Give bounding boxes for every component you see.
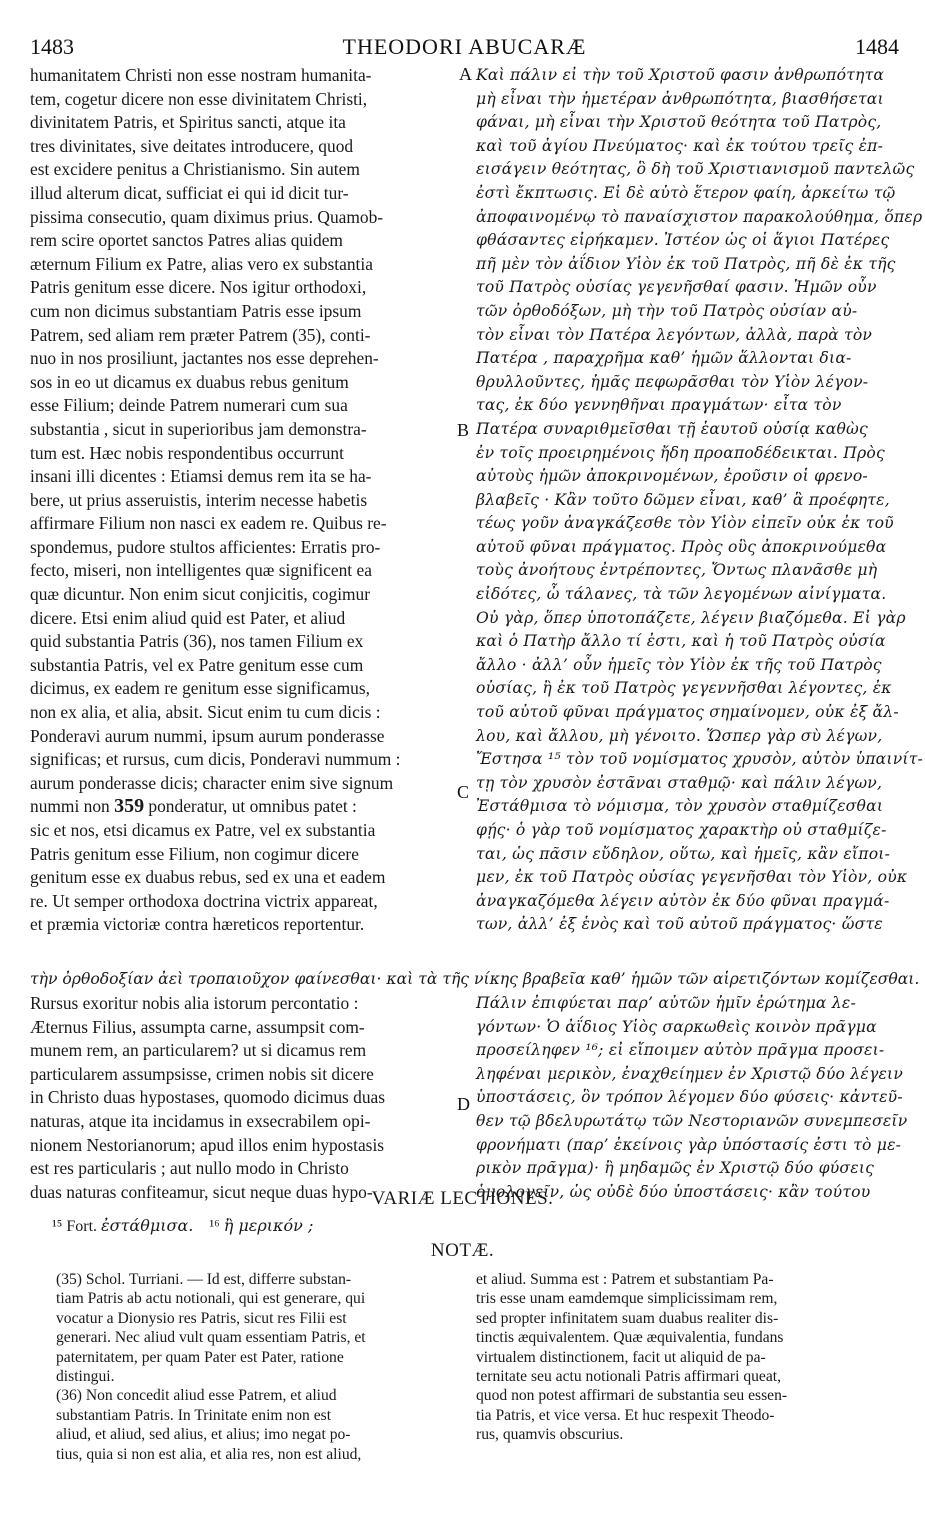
greek-line: ἀναγκαζόμεθα λέγειν αὐτὸν ἐκ δύο φῦναι πραγμά- [476,891,890,910]
latin-column-continued [30,992,462,1204]
greek-spanning-line: τὴν ὀρθοδοξίαν ἀεὶ τροπαιοῦχον φαίνεσθαι· καὶ τὰ τῆς νίκης βραβεῖα καθ’ ἡμῶν τῶν αἱρετιζόντων κομίζεσθαι. [30,970,920,988]
greek-line: μεν, ἐκ τοῦ Πατρὸς οὐσίας γεγενῆσθαι τὸν Υἱὸν, οὐκ [476,868,908,887]
latin-column [30,64,462,937]
latin-line: tum est. Hæc nobis respondentibus occurrunt [30,442,344,463]
latin-line: quid substantia Patris (36), nos tamen Filium ex [30,631,364,652]
latin-line: Patrem, sed aliam rem præter Patrem (35), conti- [30,324,371,345]
latin-line: dicere. Etsi enim aliud quid est Pater, et aliud [30,607,346,628]
note-line: quod non potest affirmari de substantia seu essen- [476,1387,788,1405]
greek-line: φθάσαντες εἰρήκαμεν. Ἰστέον ὡς οἱ ἅγιοι Πατέρες [476,231,890,250]
line-text: nummi non [30,796,115,817]
greek-line: τῃ τὸν χρυσὸν ἐστᾶναι σταθμῷ· καὶ πάλιν λέγων, [476,773,883,792]
latin-line: spondemus, pudore stultos afficientes: Erratis pro- [30,536,381,557]
running-title: THEODORI ABUCARÆ [342,34,587,59]
latin-line: tem, cogetur dicere non esse divinitatem Christi, [30,88,368,109]
latin-line: quæ dicuntur. Non enim sicut conjicitis, cogimur [30,584,371,605]
greek-column-continued [476,992,908,1204]
latin-line: affirmare Filium non nasci ex eadem re. Quibus re- [30,513,387,534]
greek-line: Καὶ πάλιν εἰ τὴν τοῦ Χριστοῦ φασιν ἀνθρωπότητα [476,66,885,84]
latin-line [30,795,462,819]
note-line: ternitate seu actu notionali Patris affirmari queat, [476,1367,781,1385]
margin-letter-c: C [457,782,470,802]
latin-line: re. Ut semper orthodoxa doctrina victrix appareat, [30,890,378,911]
latin-line: in Christo duas hypostases, quomodo dicimus duas [30,1087,386,1108]
greek-line: ἐν τοῖς προειρημένοις ἤδη προαποδέδεικται. Πρὸς [476,443,885,462]
greek-line: πῆ μὲν τὸν ἀΐδιον Υἱὸν ἐκ τοῦ Πατρὸς, πῆ δὲ ἐκ τῆς [476,254,896,273]
note-line: (35) Schol. Turriani. — Id est, differre substan- [56,1271,352,1288]
greek-line: τοῦ Πατρὸς οὐσίας γεγενῆσθαί φασιν. Ἡμῶν οὖν [476,278,877,297]
latin-line: nionem Nestorianorum; apud illos enim hypostasis [30,1134,385,1155]
latin-line: Patris genitum esse dicere. Nos igitur orthodoxi, [30,277,367,298]
latin-line: Patris genitum esse Filium, non cogimur dicere [30,843,359,864]
greek-line: Πατέρα , παραχρῆμα καθ’ ἡμῶν ἅλλονται δια- [476,349,852,368]
greek-line: εἰδότες, ὦ τάλανες, τὰ τῶν λεγομένων αἰνίγματα. [476,585,887,604]
latin-line: divinitatem Patris, et Spiritus sancti, atque ita [30,112,346,133]
note-line: sed propter infinitatem suam duabus realiter dis- [476,1309,779,1327]
latin-line: particularem assumpsisse, crimen nobis sit dicere [30,1063,374,1084]
greek-line: ἀποφαινομένῳ τὸ παναίσχιστον παρακολούθημα, ὅπερ [476,207,923,226]
greek-line: θεν τῷ βδελυρωτάτῳ τῶν Νεστοριανῶν συνεμπεσεῖν [476,1111,908,1130]
greek-line: καὶ ὁ Πατὴρ ἄλλο τί ἐστι, καὶ ἡ τοῦ Πατρὸς οὐσία [476,632,886,651]
latin-line: Ponderavi aurum nummi, ipsum aurum ponderasse [30,725,385,746]
latin-line: aurum ponderasse dicis; character enim sive signum [30,772,394,793]
latin-line: genitum esse ex duabus rebus, sed ex una et eadem [30,867,386,888]
greek-line: ἐστὶ ἔκπτωσις. Εἰ δὲ αὐτὸ ἕτερον φαίη, ἀρκείτω τῷ [476,183,896,202]
note-line: aliud, et aliud, sed alius, et alius; imo negat po- [56,1426,351,1444]
note-line: et aliud. Summa est : Patrem et substantiam Pa- [476,1271,774,1288]
notes-right-column [476,1270,904,1445]
greek-line: φῄς· ὁ γὰρ τοῦ νομίσματος χαρακτὴρ οὐ σταθμίζε- [476,821,887,839]
variae-lectiones-notes [52,1216,313,1236]
latin-line: fecto, miseri, non intelligentes quæ significent ea [30,560,372,581]
variant-16-text: ἢ μερικόν ; [223,1216,314,1235]
latin-line: tres divinitates, sive deitates introducere, quod [30,135,354,156]
latin-line: rem scire oportet sanctos Patres alias quidem [30,230,343,251]
latin-line: humanitatem Christi non esse nostram humanita- [30,65,372,85]
greek-line: μὴ εἶναι τὴν ἡμετέραν ἀνθρωπότητα, βιασθήσεται [476,89,884,108]
page-number-right: 1484 [855,34,899,59]
note-line: distingui. [56,1367,115,1385]
latin-line: et præmia victoriæ contra hæreticos reportentur. [30,914,365,935]
latin-line: bere, ut prius asseruistis, interim necesse habetis [30,489,368,510]
note-line: virtualem distinctionem, facit ut aliquid de pa- [476,1348,766,1366]
greek-line: αὐτοῦ φῦναι πράγματος. Πρὸς οὓς ἀποκρινούμεθα [476,537,887,556]
latin-line: Rursus exoritur nobis alia istorum percontatio : [30,993,359,1013]
greek-line: φάναι, μὴ εἶναι τὴν Χριστοῦ θεότητα τοῦ Πατρὸς, [476,113,882,132]
latin-line: naturas, atque ita incidamus in exsecrabilem opi- [30,1110,371,1131]
greek-line: ται, ὡς πᾶσιν εὔδηλον, οὕτω, καὶ ἡμεῖς, κἂν εἴποι- [476,844,891,863]
note-line: tius, quia si non est alia, et alia res, non est aliud, [56,1445,362,1463]
greek-line: ὁμολογεῖν, ὡς οὐδὲ δύο ὑποστάσεις· κἂν τούτου [476,1182,871,1201]
greek-line: προσείληφεν ¹⁶; εἰ εἴποιμεν αὐτὸν πρᾶγμα προσει- [476,1041,885,1060]
note-line: paternitatem, per quam Pater est Pater, ratione [56,1348,344,1366]
latin-line: insani illi dicentes : Etiamsi demus rem ita se ha- [30,466,372,487]
line-text: ponderatur, ut omnibus patet : [144,796,357,817]
greek-line: τοὺς ἀνοήτους ἐντρέποντες, Ὄντως πλανᾶσθε μὴ [476,561,878,580]
variant-15-label: ¹⁵ Fort. [52,1218,98,1235]
greek-line: Ἔστησα ¹⁵ τὸν τοῦ νομίσματος χρυσὸν, αὐτὸν ὑπαινίτ- [476,750,924,769]
latin-line: nuo in nos prosiliunt, jactantes nos esse deprehen- [30,348,379,369]
greek-line: τὸν εἶναι τὸν Πατέρα λεγόντων, ἀλλὰ, παρὰ τὸν [476,325,873,344]
greek-line: λου, καὶ ἄλλου, μὴ γένοιτο. Ὥσπερ γὰρ σὺ λέγων, [476,726,883,745]
greek-line: γόντων· Ὁ ἀΐδιος Υἱὸς σαρκωθεὶς κοινὸν πρᾶγμα [476,1017,877,1036]
notae-title: NOTÆ. [430,1240,495,1261]
variae-lectiones-title: VARIÆ LECTIONES. [371,1188,554,1209]
note-line: (36) Non concedit aliud esse Patrem, et aliud [56,1387,337,1405]
latin-line: non ex alia, et alia, absit. Sicut enim tu cum dicis : [30,702,381,723]
page-number-left: 1483 [30,34,74,59]
greek-line: οὐσίας, ἢ ἐκ τοῦ Πατρὸς γεγεννῆσθαι λέγοντες, ἐκ [476,679,892,698]
note-line: generari. Nec aliud vult quam essentiam Patris, et [56,1329,366,1347]
greek-line: ρικὸν πρᾶγμα)· ἢ μηδαμῶς ἐν Χριστῷ δύο φύσεις [476,1159,875,1178]
note-line: vocatur a Dionysio res Patris, sicut res Filii est [56,1309,347,1327]
latin-line: sos in eo ut dicamus ex duabus rebus genitum [30,371,349,392]
latin-line: esse Filium; deinde Patrem numerari cum sua [30,395,348,416]
variant-16-label: ¹⁶ [209,1218,220,1235]
note-line: tiam Patris ab actu notionali, qui est generare, qui [56,1290,366,1308]
greek-line: Πατέρα συναριθμεῖσθαι τῇ ἑαυτοῦ οὐσίᾳ καθὼς [476,419,868,438]
greek-line: τας, ἐκ δύο γεννηθῆναι πραγμάτων· εἶτα τὸν [476,396,842,415]
latin-line: Æternus Filius, assumpta carne, assumpsit com- [30,1016,365,1037]
latin-line: dicimus, ex eadem re genitum esse significamus, [30,678,370,699]
greek-line: αὐτοὺς ἡμῶν ἀποκρινομένων, ἐροῦσιν οἱ φρενο- [476,467,868,486]
notes-left-column [56,1270,464,1464]
latin-line: æternum Filium ex Patre, alias vero ex substantia [30,253,373,274]
note-line: tia Patris, et vice versa. Et huc respexit Theodo- [476,1406,775,1424]
variant-15-text: ἐστάθμισα. [101,1216,194,1235]
margin-letter-a: A [459,64,472,84]
latin-line: substantia Patris, vel ex Patre genitum esse cum [30,654,364,675]
running-header [30,34,899,62]
greek-column [476,64,924,937]
greek-line: Ἐστάθμισα τὸ νόμισμα, τὸν χρυσὸν σταθμίζεσθαι [476,797,884,816]
latin-line: est res particularis ; aut nullo modo in Christo [30,1158,349,1179]
greek-line: Πάλιν ἐπιφύεται παρ’ αὐτῶν ἡμῖν ἐρώτημα λε- [476,994,856,1012]
greek-line: των, ἀλλ’ ἐξ ἑνὸς καὶ τοῦ αὐτοῦ πράγματος· ὥστε [476,915,883,934]
note-line: tinctis æquivalentem. Quæ æquivalentia, fundans [476,1329,784,1347]
greek-line: τῶν ὀρθοδόξων, μὴ τὴν τοῦ Πατρὸς οὐσίαν αὐ- [476,301,858,320]
greek-line: βλαβεῖς · Κἂν τοῦτο δῶμεν εἶναι, καθ’ ἃ προέφητε, [476,490,890,509]
greek-line: τέως γοῦν ἀναγκάζεσθε τὸν Υἱὸν εἰπεῖν οὐκ ἐκ τοῦ [476,514,894,533]
greek-line: τοῦ αὐτοῦ φῦναι πράγματος σημαίνομεν, οὐκ ἐξ ἄλ- [476,703,899,722]
latin-line: cum non dicimus substantiam Patris esse ipsum [30,300,362,321]
latin-line: sic et nos, etsi dicamus ex Patre, vel ex substantia [30,820,376,840]
latin-line: est excidere penitus a Christianismo. Sin autem [30,159,360,180]
margin-letter-b: B [457,420,470,440]
latin-line: significas; et rursus, cum dicis, Ponderavi nummum : [30,749,401,770]
latin-line: pissima consecutio, quam diximus prius. Quamob- [30,206,384,227]
latin-line: duas naturas confiteamur, sicut neque duas hypo- [30,1181,373,1202]
margin-letter-d: D [457,1094,470,1114]
greek-line: εισάγειν θεότητας, ὃ δὴ τοῦ Χριστιανισμοῦ παντελῶς [476,160,915,179]
note-line: substantiam Patris. In Trinitate enim non est [56,1406,332,1424]
greek-line: θρυλλοῦντες, ἡμᾶς πεφωρᾶσθαι τὸν Υἱὸν λέγον- [476,372,869,391]
greek-line: ὑποστάσεις, ὃν τρόπον λέγομεν δύο φύσεις· κἀντεῦ- [476,1088,903,1107]
note-line: rus, quamvis obscurius. [476,1426,624,1444]
note-line: tris esse unam eamdemque simplicissimam rem, [476,1290,778,1308]
greek-line: ληφέναι μερικὸν, ἐναχθείημεν ἐν Χριστῷ δύο λέγειν [476,1064,904,1083]
greek-line: ἄλλο · ἀλλ’ οὖν ἡμεῖς τὸν Υἱὸν ἐκ τῆς τοῦ Πατρὸς [476,655,882,674]
greek-line: καὶ τοῦ ἁγίου Πνεύματος· καὶ ἐκ τούτου τρεῖς ἐπ- [476,136,884,155]
latin-line: munem rem, an particularem? ut si dicamus rem [30,1040,367,1061]
latin-line: substantia , sicut in superioribus jam demonstra- [30,418,367,439]
column-number-359: 359 [114,795,145,818]
greek-line: φρονήματι (παρ’ ἐκείνοις γὰρ ὑπόστασίς ἐστι τὸ με- [476,1135,902,1154]
greek-line: Οὐ γὰρ, ὅπερ ὑποτοπάζετε, λέγειν βιαζόμεθα. Εἰ γὰρ [476,608,906,627]
latin-line: illud alterum dicat, sufficiat ei qui id dicit tur- [30,182,349,203]
